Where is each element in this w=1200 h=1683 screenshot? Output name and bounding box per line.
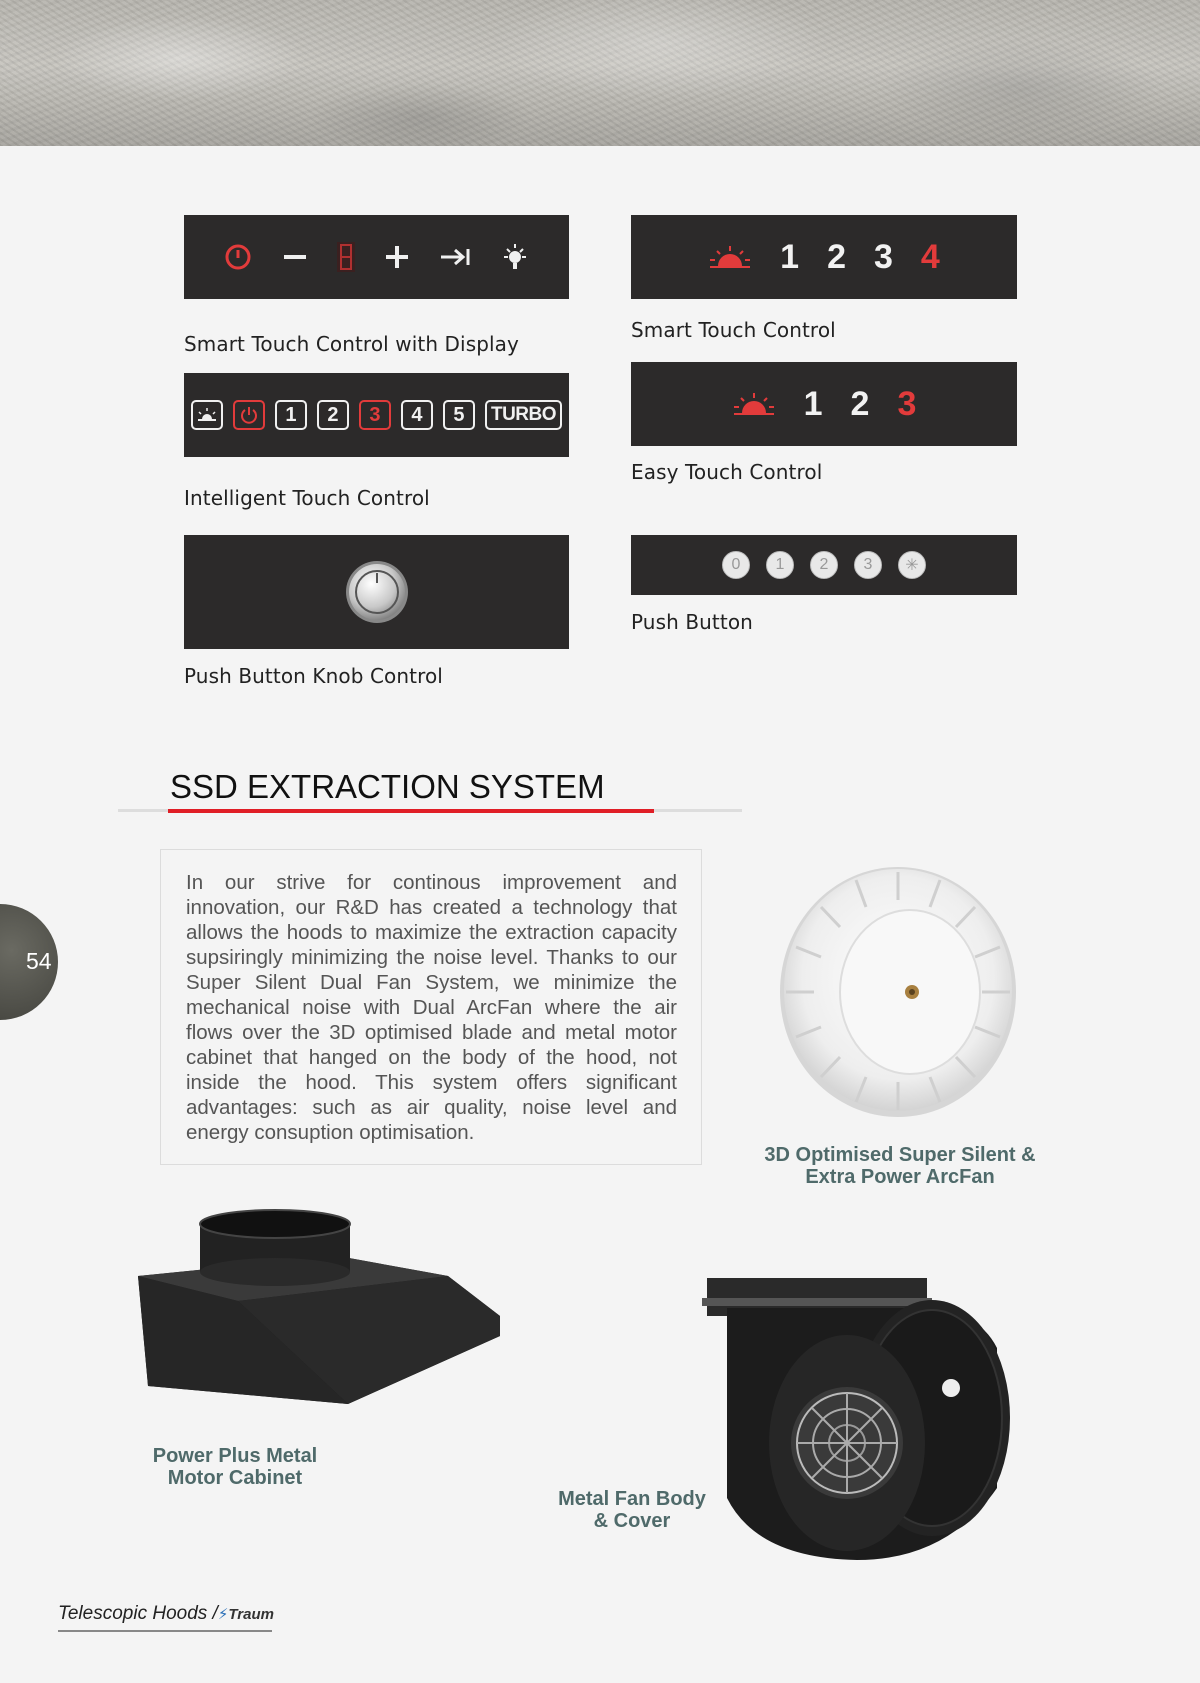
easy-touch-caption: Easy Touch Control xyxy=(631,460,823,484)
smart-touch-display-caption: Smart Touch Control with Display xyxy=(184,332,519,356)
speed-3-active: 3 xyxy=(897,384,917,423)
light-sun-icon xyxy=(708,244,752,270)
light-sun-icon xyxy=(732,391,776,417)
speed-key-1: 1 xyxy=(275,400,307,430)
plus-icon xyxy=(384,244,410,270)
push-button-2: 2 xyxy=(810,551,838,579)
knob-control-panel xyxy=(184,535,569,649)
footer-text: Telescopic Hoods / xyxy=(58,1603,218,1624)
arcfan-caption-line-1: 3D Optimised Super Silent & xyxy=(764,1144,1036,1166)
arcfan-caption xyxy=(740,1144,1060,1188)
description-text: In our strive for continous improvement and innovation, our R&D has created a technology that allows the hoods to maximize the extraction capacity supsiringly minimizing the noise level. Thanks to our Super Silent Dual Fan System, we minimize the mechanical noise with Dual ArcFan where the air flows over the 3D optimised blade and metal motor cabinet that hanged on the body of the hood, not inside the hood. This system offers significant advantages: such as air quality, noise level and energy consuption optimisation. xyxy=(186,871,677,1144)
arcfan-image xyxy=(770,852,1020,1122)
speed-2: 2 xyxy=(850,384,870,423)
metal-fan-body-caption-line-1: Metal Fan Body xyxy=(558,1488,706,1510)
traum-logo xyxy=(218,1606,274,1623)
minus-icon xyxy=(282,244,308,270)
section-title: SSD EXTRACTION SYSTEM xyxy=(170,768,605,805)
push-button-3: 3 xyxy=(854,551,882,579)
motor-cabinet-caption-line-2: Motor Cabinet xyxy=(167,1467,303,1489)
turbo-key: TURBO xyxy=(485,400,562,430)
traum-logo-text: Traum xyxy=(228,1606,274,1623)
knob-control-caption: Push Button Knob Control xyxy=(184,664,443,688)
metal-fan-body-image xyxy=(697,1268,1027,1570)
push-button-0: 0 xyxy=(722,551,750,579)
timer-arrow-icon xyxy=(439,244,471,270)
motor-cabinet-image xyxy=(128,1206,506,1406)
speed-key-2: 2 xyxy=(317,400,349,430)
intelligent-touch-panel xyxy=(184,373,569,457)
light-key-icon xyxy=(191,400,223,430)
push-button-panel xyxy=(631,535,1017,595)
push-button-light-icon: ✳ xyxy=(898,551,926,579)
page-number: 54 xyxy=(26,948,52,974)
bolt-icon: ⚡ xyxy=(217,1606,229,1623)
smart-touch-panel xyxy=(631,215,1017,299)
arcfan-caption-line-2: Extra Power ArcFan xyxy=(805,1166,995,1188)
smart-touch-display-panel xyxy=(184,215,569,299)
seven-segment-display-icon xyxy=(337,242,355,272)
motor-cabinet-caption-line-1: Power Plus Metal xyxy=(152,1445,318,1467)
metal-fan-body-caption-line-2: & Cover xyxy=(593,1510,671,1532)
power-key-icon xyxy=(233,400,265,430)
speed-4-active: 4 xyxy=(920,237,940,276)
header-stone-texture xyxy=(0,0,1200,146)
push-button-1: 1 xyxy=(766,551,794,579)
metal-fan-body-caption xyxy=(527,1488,737,1532)
motor-cabinet-caption xyxy=(125,1445,345,1489)
power-icon xyxy=(223,242,253,272)
title-underline-accent xyxy=(168,809,654,813)
light-bulb-icon xyxy=(500,242,530,272)
smart-touch-caption: Smart Touch Control xyxy=(631,318,836,342)
speed-key-4: 4 xyxy=(401,400,433,430)
easy-touch-panel xyxy=(631,362,1017,446)
knob-icon xyxy=(344,559,410,625)
footer-underline xyxy=(58,1630,272,1632)
speed-key-5: 5 xyxy=(443,400,475,430)
speed-1: 1 xyxy=(803,384,823,423)
intelligent-touch-caption: Intelligent Touch Control xyxy=(184,486,430,510)
speed-3: 3 xyxy=(874,237,893,276)
speed-1: 1 xyxy=(780,237,800,276)
description-box xyxy=(160,849,702,1165)
speed-2: 2 xyxy=(827,237,846,276)
push-button-caption: Push Button xyxy=(631,610,753,634)
speed-key-3-active: 3 xyxy=(359,400,391,430)
footer-label xyxy=(58,1603,274,1625)
